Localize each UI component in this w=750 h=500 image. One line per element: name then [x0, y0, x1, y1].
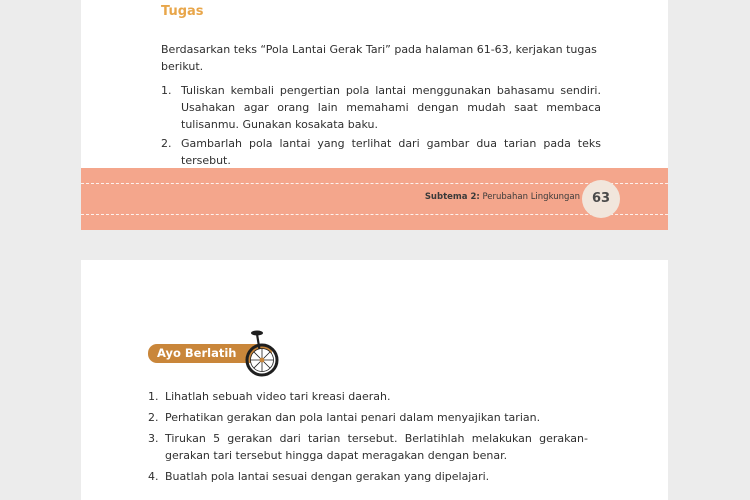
ayo-berlatih-header	[148, 328, 288, 378]
list-item	[148, 409, 588, 426]
section-title: Tugas	[161, 4, 204, 19]
footer-dashed-line	[81, 183, 668, 184]
list-text: Perhatikan gerakan dan pola lantai penari dalam menyajikan tarian.	[165, 411, 541, 424]
subtema-label	[425, 192, 580, 202]
footer-dashed-line	[81, 214, 668, 215]
list-text: Buatlah pola lantai sesuai dengan gerakan yang dipelajari.	[165, 470, 490, 483]
list-item	[161, 82, 601, 133]
textbook-page-bottom	[81, 260, 668, 500]
list-number: 2.	[161, 137, 172, 150]
subtema-name: Perubahan Lingkungan	[482, 192, 580, 202]
textbook-page-top	[81, 0, 668, 230]
list-text: Lihatlah sebuah video tari kreasi daerah.	[165, 390, 391, 403]
task-intro: Berdasarkan teks “Pola Lantai Gerak Tari” pada halaman 61-63, kerjakan tugas berikut.	[161, 43, 597, 73]
list-number: 3.	[148, 432, 159, 445]
ayo-berlatih-badge: Ayo Berlatih	[148, 344, 272, 363]
list-text: Tirukan 5 gerakan dari tarian tersebut. Berlatihlah melakukan gerakan-gerakan tari tersebut hingga dapat meragakan dengan benar.	[165, 432, 588, 462]
list-text: Gambarlah pola lantai yang terlihat dari gambar dua tarian pada teks tersebut.	[181, 137, 601, 167]
list-text: Tuliskan kembali pengertian pola lantai menggunakan bahasamu sendiri. Usahakan agar orang lain memahami dengan mudah saat membaca tulisanmu. Gunakan kosakata baku.	[181, 84, 601, 131]
list-number: 2.	[148, 411, 159, 424]
task-list	[161, 82, 601, 171]
list-item	[148, 388, 588, 405]
list-number: 1.	[161, 84, 172, 97]
page-number: 63	[582, 180, 620, 218]
list-item	[161, 135, 601, 169]
page-footer-band	[81, 168, 668, 230]
subtema-prefix: Subtema 2:	[424, 192, 480, 202]
list-item	[148, 430, 588, 464]
list-item	[148, 468, 588, 485]
unicycle-icon	[240, 328, 282, 378]
list-number: 4.	[148, 470, 159, 483]
practice-list	[148, 388, 588, 489]
list-number: 1.	[148, 390, 159, 403]
